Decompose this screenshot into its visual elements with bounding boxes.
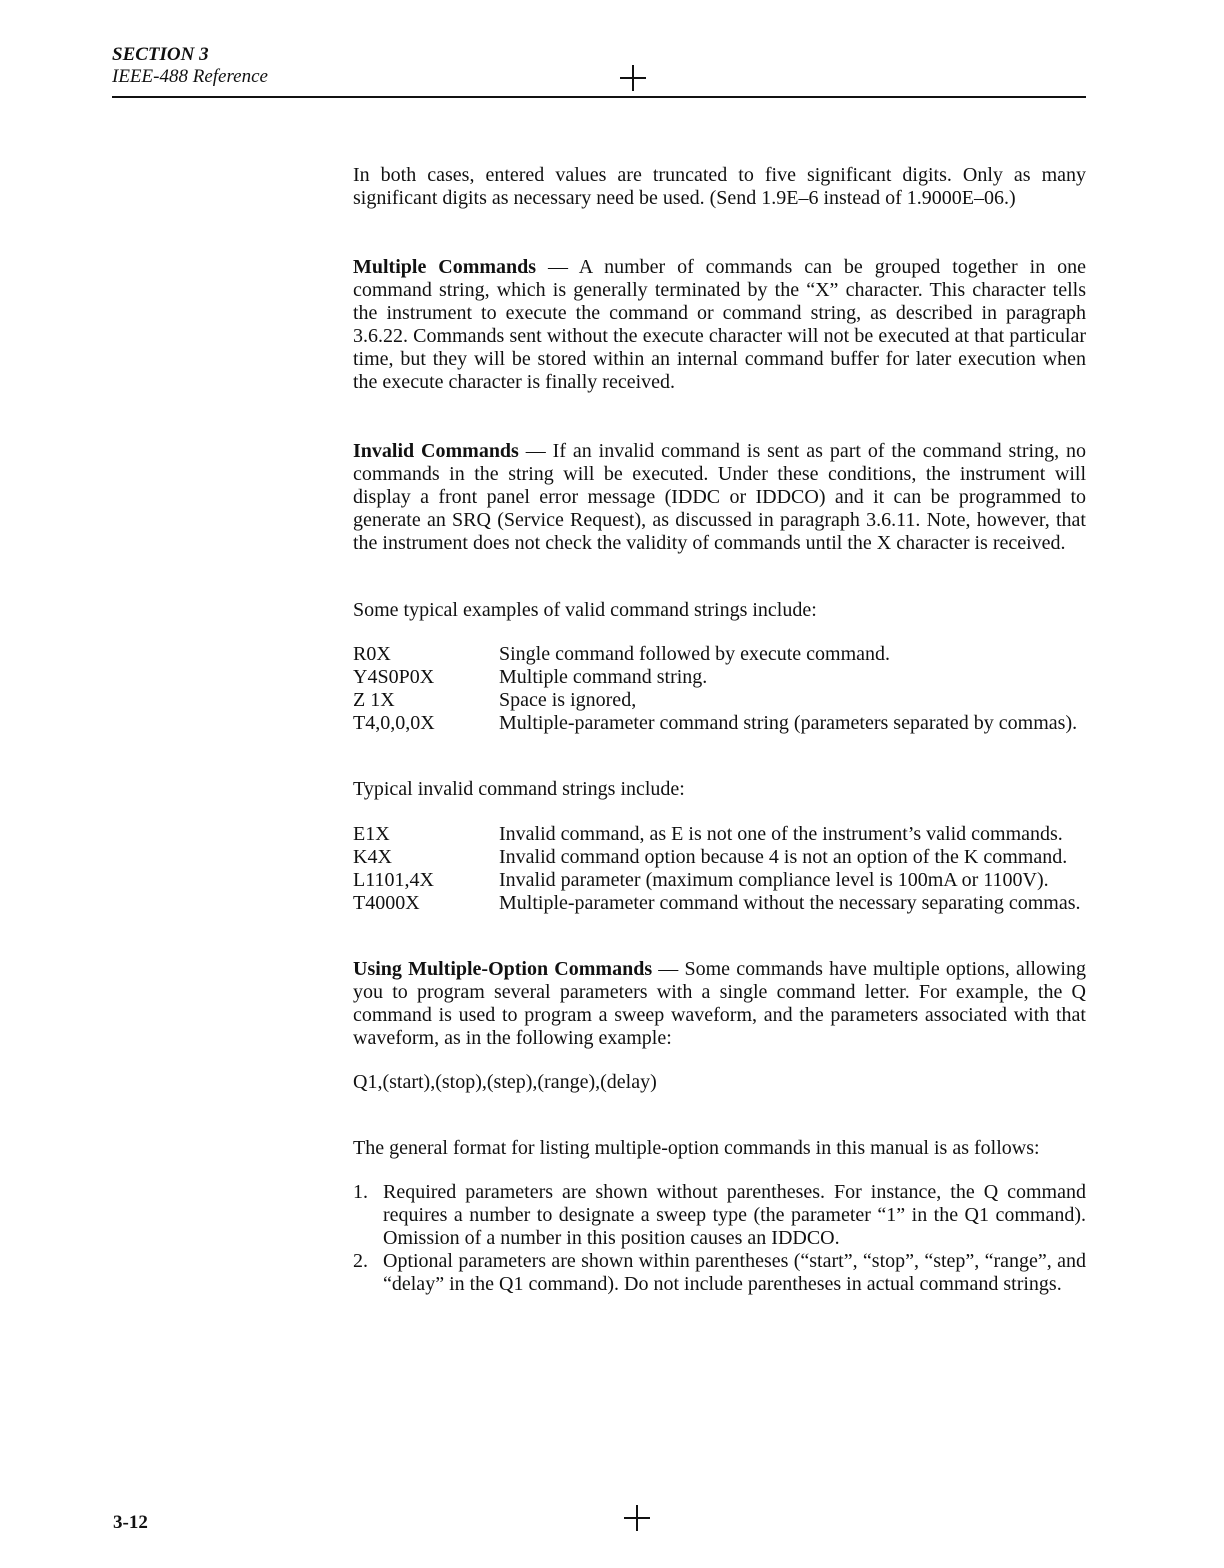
- invalid-example-description: Multiple-parameter command without the necessary separating commas.: [499, 892, 1081, 914]
- valid-example-command: T4,0,0,0X: [353, 712, 435, 734]
- header-rule: [112, 96, 1086, 98]
- invalid-commands-heading: Invalid Commands: [353, 440, 519, 462]
- valid-example-description: Space is ignored,: [499, 689, 637, 711]
- invalid-example-command: L1101,4X: [353, 869, 434, 891]
- section-label: SECTION 3: [112, 44, 209, 65]
- registration-mark-bottom: [624, 1505, 650, 1531]
- format-rule-number: 1.: [353, 1181, 368, 1203]
- multi-option-paragraph: [353, 958, 1086, 1050]
- format-intro: The general format for listing multiple-option commands in this manual is as follows:: [353, 1137, 1040, 1159]
- valid-example-description: Single command followed by execute command.: [499, 643, 891, 665]
- invalid-example-description: Invalid command, as E is not one of the instrument’s valid commands.: [499, 823, 1063, 845]
- format-rule-text: Required parameters are shown without parentheses. For instance, the Q command requires a number to designate a sweep type (the parameter “1” in the Q1 command). Omission of a number in this position causes an IDDCO.: [383, 1181, 1086, 1249]
- format-rule-text: Optional parameters are shown within parentheses (“start”, “stop”, “step”, “range”, and “delay” in the Q1 command). Do not include parentheses in actual command strings.: [383, 1250, 1086, 1295]
- format-rule-number: 2.: [353, 1250, 368, 1272]
- format-rule-item: [353, 1250, 1086, 1296]
- invalid-example-command: T4000X: [353, 892, 420, 914]
- valid-examples-list: [353, 643, 1086, 735]
- valid-example-command: Y4S0P0X: [353, 666, 435, 688]
- multiple-commands-heading: Multiple Commands: [353, 256, 537, 278]
- multi-option-heading: Using Multiple-Option Commands: [353, 958, 653, 980]
- invalid-example-command: K4X: [353, 846, 392, 868]
- running-header: [112, 44, 268, 88]
- intro-paragraph: In both cases, entered values are truncated to five significant digits. Only as many significant digits as necessary need be used. (Send 1.9E–6 instead of 1.9000E–06.): [353, 164, 1086, 209]
- invalid-example-description: Invalid command option because 4 is not an option of the K command.: [499, 846, 1068, 868]
- invalid-example-command: E1X: [353, 823, 390, 845]
- valid-example-command: Z 1X: [353, 689, 395, 711]
- section-subtitle: IEEE-488 Reference: [112, 66, 268, 87]
- format-rule-item: [353, 1181, 1086, 1250]
- valid-example-description: Multiple command string.: [499, 666, 708, 688]
- multiple-commands-body: — A number of commands can be grouped together in one command string, which is generally terminated by the “X” character. This character tells the instrument to execute the command or command string, as described in paragraph 3.6.22. Commands sent without the execute character will not be executed at that particular time, but they will be stored within an internal command buffer for later execution when the execute character is finally received.: [353, 256, 1087, 393]
- valid-example-description: Multiple-parameter command string (parameters separated by commas).: [499, 712, 1078, 734]
- multi-option-example: Q1,(start),(stop),(step),(range),(delay): [353, 1071, 657, 1093]
- invalid-commands-body: — If an invalid command is sent as part of the command string, no commands in the string will be executed. Under these conditions, the instrument will display a front panel error message (IDDC or IDDCO) and it can be programmed to generate an SRQ (Service Request), as discussed in paragraph 3.6.11. Note, however, that the instrument does not check the validity of commands until the X character is received.: [353, 440, 1086, 554]
- invalid-commands-paragraph: [353, 440, 1086, 555]
- page-body: [353, 164, 1086, 1296]
- invalid-examples-intro: Typical invalid command strings include:: [353, 778, 685, 800]
- valid-example-command: R0X: [353, 643, 391, 665]
- format-rules-list: [353, 1181, 1086, 1296]
- registration-mark-top: [620, 65, 646, 91]
- page-number: 3-12: [113, 1512, 148, 1533]
- invalid-example-description: Invalid parameter (maximum compliance level is 100mA or 1100V).: [499, 869, 1049, 891]
- invalid-examples-list: [353, 823, 1086, 915]
- multi-option-body: — Some commands have multiple options, allowing you to program several parameters with a single command letter. For example, the Q command is used to program a sweep waveform, and the parameters associated with that waveform, as in the following example:: [353, 958, 1086, 1049]
- valid-examples-intro: Some typical examples of valid command strings include:: [353, 599, 817, 621]
- multiple-commands-paragraph: [353, 256, 1086, 394]
